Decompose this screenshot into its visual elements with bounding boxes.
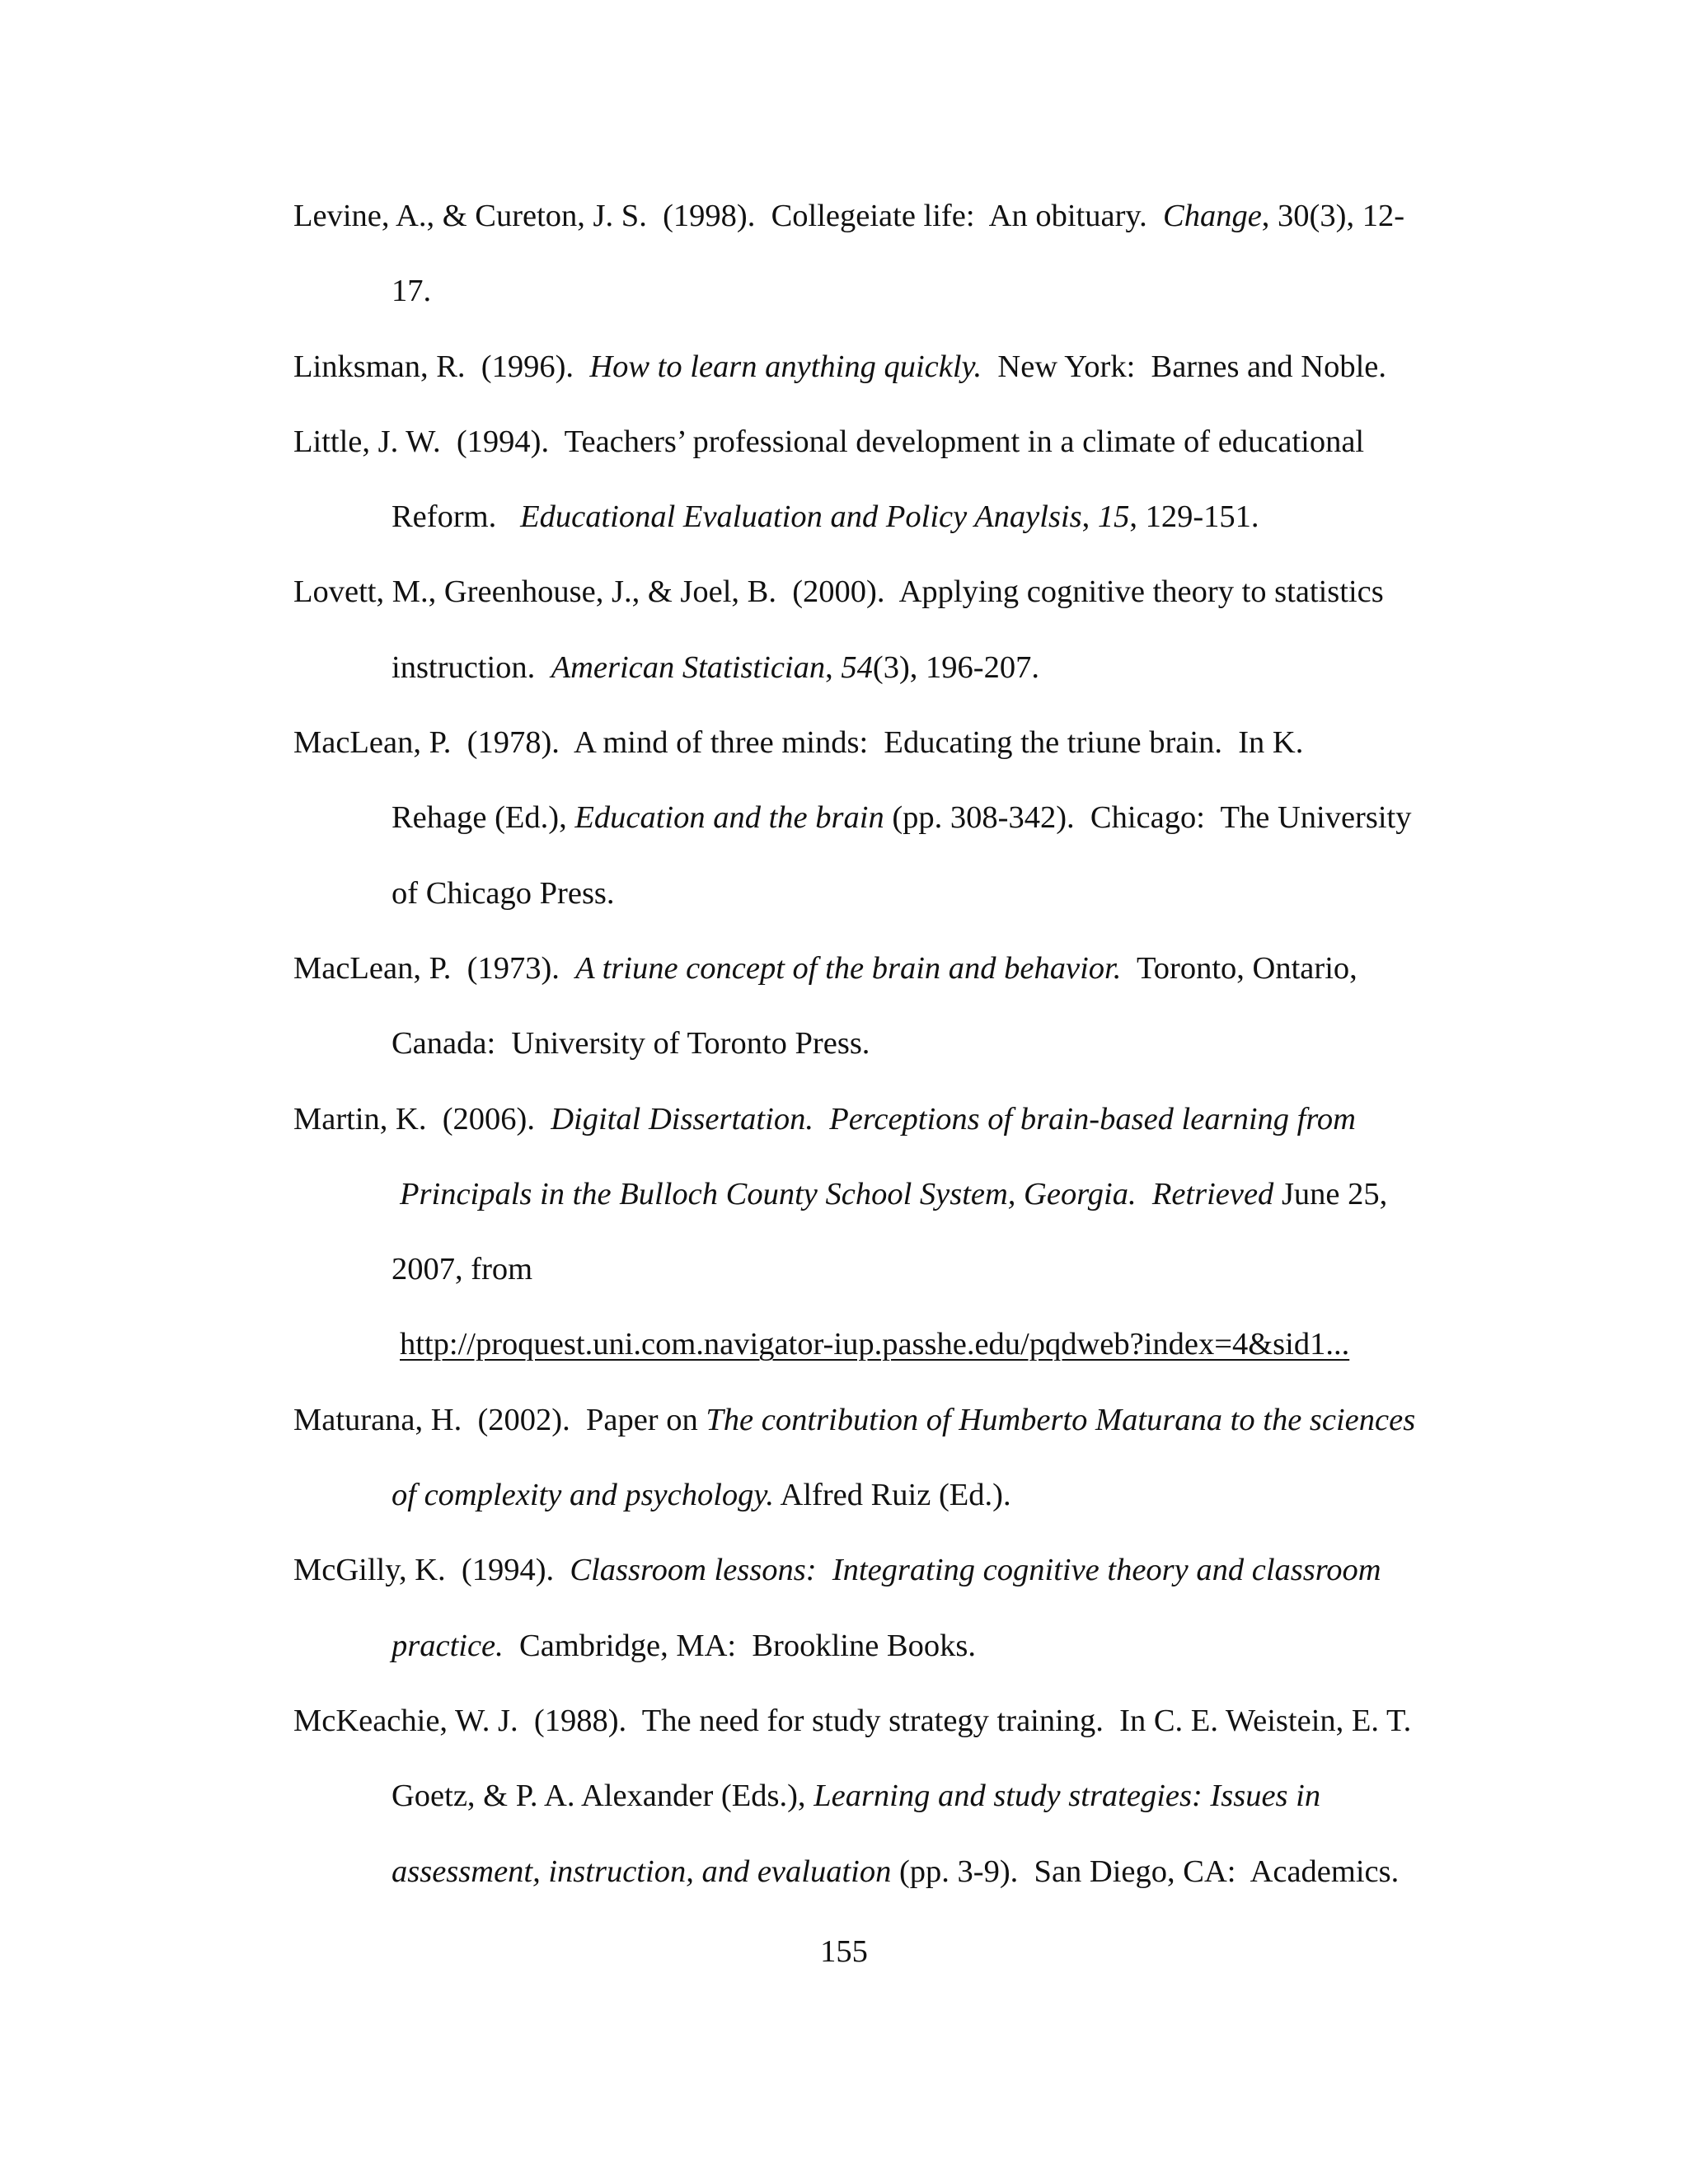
reference-continuation-line: [293, 1621, 1464, 1696]
reference-text: McKeachie, W. J. (1988). The need for study strategy training. In C. E. Weistein, E. T.: [293, 1703, 1412, 1738]
reference-entry: [293, 1395, 1464, 1546]
reference-continuation-line: [293, 1169, 1464, 1244]
reference-text: Little, J. W. (1994). Teachers’ professional development in a climate of educational: [293, 424, 1365, 459]
reference-first-line: [293, 1395, 1464, 1470]
reference-continuation-line: [293, 1019, 1464, 1094]
reference-text: Goetz, & P. A. Alexander (Eds.),: [392, 1779, 814, 1814]
reference-text: McGilly, K. (1994).: [293, 1553, 570, 1588]
reference-text: ,: [825, 649, 842, 685]
reference-continuation-line: [293, 1771, 1464, 1846]
reference-italic-text: Change: [1163, 199, 1262, 233]
reference-first-line: [293, 191, 1464, 266]
reference-entry: [293, 944, 1464, 1094]
reference-first-line: [293, 342, 1464, 417]
reference-italic-text: Educational Evaluation and Policy Anaylsis: [520, 499, 1082, 535]
reference-italic-text: assessment, instruction, and evaluation: [392, 1854, 892, 1889]
reference-text: (pp. 308-342). Chicago: The University: [884, 800, 1412, 836]
reference-first-line: [293, 1696, 1464, 1771]
reference-continuation-line: [293, 793, 1464, 868]
reference-text: Rehage (Ed.),: [392, 800, 575, 836]
reference-text: ,: [1081, 499, 1098, 535]
reference-text: Martin, K. (2006).: [293, 1101, 551, 1137]
reference-first-line: [293, 567, 1464, 642]
reference-text: Lovett, M., Greenhouse, J., & Joel, B. (2000). Applying cognitive theory to statistics: [293, 574, 1384, 610]
reference-text: Canada: University of Toronto Press.: [392, 1026, 870, 1062]
reference-continuation-line: [293, 643, 1464, 718]
reference-italic-text: Education and the brain: [574, 800, 884, 836]
reference-text: , 129-151.: [1129, 499, 1259, 535]
reference-text: of Chicago Press.: [392, 875, 615, 911]
reference-entry: [293, 567, 1464, 718]
reference-text: 17.: [392, 274, 432, 309]
reference-text: , 30(3), 12-: [1261, 199, 1405, 233]
reference-italic-text: practice.: [392, 1628, 504, 1663]
reference-continuation-line: [293, 1319, 1464, 1394]
reference-entry: [293, 1545, 1464, 1696]
reference-italic-text: Learning and study strategies: Issues in: [814, 1779, 1321, 1814]
reference-first-line: [293, 1094, 1464, 1169]
reference-italic-text: Digital Dissertation. Perceptions of brain-based learning from: [551, 1101, 1356, 1137]
reference-italic-text: Classroom lessons: Integrating cognitive theory and classroom: [570, 1553, 1381, 1588]
page-number: 155: [820, 1934, 868, 1969]
reference-first-line: [293, 1545, 1464, 1620]
reference-continuation-line: [293, 492, 1464, 567]
reference-entry: [293, 191, 1464, 342]
reference-text: instruction.: [392, 649, 551, 685]
reference-text: New York: Barnes and Noble.: [982, 349, 1386, 384]
reference-continuation-line: [293, 869, 1464, 944]
reference-italic-text: A triune concept of the brain and behavior.: [575, 950, 1122, 986]
reference-italic-text: How to learn anything quickly.: [589, 349, 982, 384]
reference-text: Reform.: [392, 499, 521, 535]
reference-text: (pp. 3-9). San Diego, CA: Academics.: [891, 1854, 1400, 1889]
reference-entry: [293, 342, 1464, 417]
reference-text: June 25,: [1273, 1176, 1388, 1212]
reference-text: Maturana, H. (2002). Paper on: [293, 1402, 706, 1437]
reference-first-line: [293, 718, 1464, 793]
reference-text: 2007, from: [392, 1252, 533, 1287]
reference-entry: [293, 417, 1464, 568]
reference-first-line: [293, 944, 1464, 1019]
reference-text: Linksman, R. (1996).: [293, 349, 590, 384]
reference-entry: [293, 718, 1464, 944]
reference-text: Levine, A., & Cureton, J. S. (1998). Collegeiate life: An obituary.: [293, 199, 1164, 233]
reference-list: [293, 191, 1464, 1922]
reference-continuation-line: [293, 1470, 1464, 1545]
reference-link[interactable]: http://proquest.uni.com.navigator-iup.passhe.edu/pqdweb?index=4&sid1...: [400, 1327, 1350, 1362]
reference-italic-text: The contribution of Humberto Maturana to the sciences: [706, 1402, 1416, 1437]
reference-text: Toronto, Ontario,: [1121, 950, 1357, 986]
reference-continuation-line: [293, 1244, 1464, 1319]
reference-italic-text: Principals in the Bulloch County School System, Georgia. Retrieved: [400, 1176, 1274, 1212]
reference-first-line: [293, 417, 1464, 492]
reference-text: Cambridge, MA: Brookline Books.: [503, 1628, 976, 1663]
reference-entry: [293, 1094, 1464, 1395]
reference-italic-text: of complexity and psychology.: [392, 1478, 775, 1513]
reference-entry: [293, 1696, 1464, 1922]
reference-italic-text: 54: [841, 649, 873, 685]
reference-text: Alfred Ruiz (Ed.).: [774, 1478, 1011, 1513]
reference-text: (3), 196-207.: [872, 649, 1039, 685]
reference-continuation-line: [293, 1847, 1464, 1922]
reference-continuation-line: [293, 266, 1464, 341]
reference-italic-text: American Statistician: [551, 649, 826, 685]
reference-italic-text: 15: [1097, 499, 1130, 535]
reference-text: MacLean, P. (1978). A mind of three minds: Educating the triune brain. In K.: [293, 725, 1304, 761]
reference-text: MacLean, P. (1973).: [293, 950, 576, 986]
